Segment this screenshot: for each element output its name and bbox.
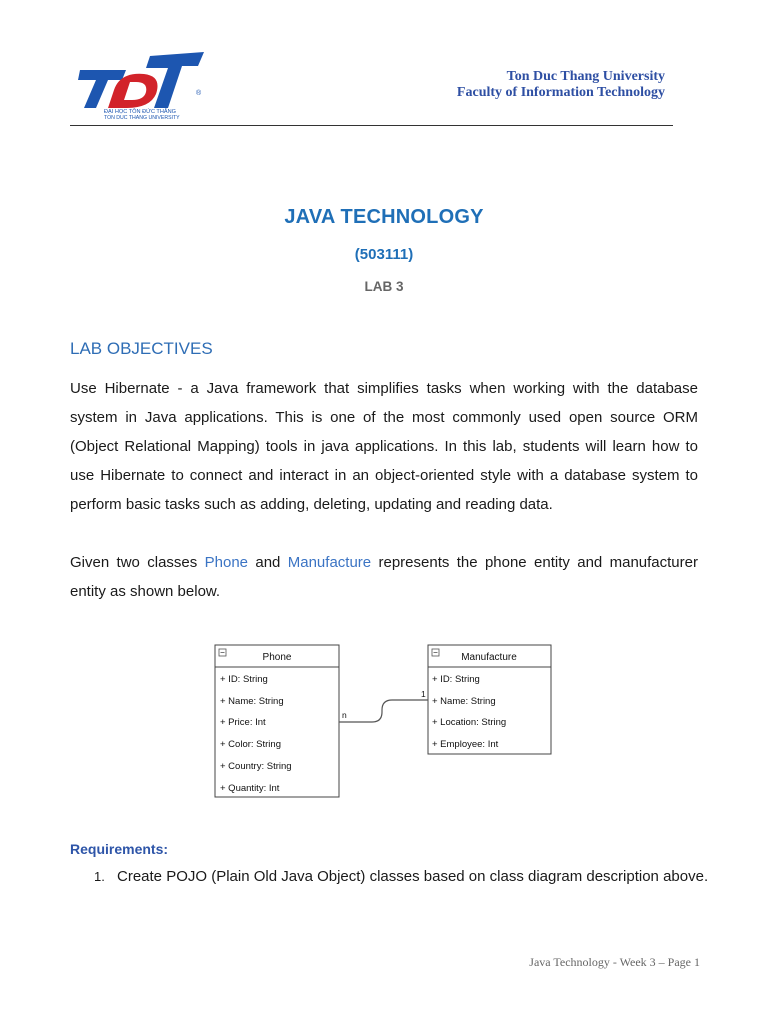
phone-attr: + Price: Int (220, 717, 266, 728)
p2-before: Given two classes (70, 554, 205, 571)
university-name: Ton Duc Thang University (506, 69, 665, 84)
phone-attr: + Color: String (220, 739, 281, 750)
page-footer: Java Technology - Week 3 – Page 1 (529, 955, 700, 969)
manufacture-attr: + Employee: Int (432, 739, 499, 750)
p2-after: represents the phone entity and manufacturer entity as shown below. (70, 554, 698, 600)
header-institution (457, 69, 665, 101)
class-name-manufacture: Manufacture (287, 554, 372, 571)
logo-sub-1: ĐẠI HỌC TÔN ĐỨC THẮNG (104, 109, 177, 115)
logo-sub-2: TON DUC THANG UNIVERSITY (104, 115, 180, 120)
multiplicity-n: n (342, 710, 347, 720)
phone-class-box (215, 645, 339, 797)
requirement-number: 1. (94, 869, 105, 884)
faculty-name: Faculty of Information Technology (456, 85, 665, 100)
multiplicity-1: 1 (421, 689, 426, 699)
manufacture-attr: + Location: String (432, 717, 507, 728)
manufacture-attr: + Name: String (432, 696, 496, 707)
section-title: LAB OBJECTIVES (70, 339, 213, 358)
phone-attr: + Name: String (220, 696, 284, 707)
manufacture-attr: + ID: String (432, 674, 480, 685)
phone-class-name: Phone (262, 652, 292, 663)
requirements-heading: Requirements: (70, 841, 169, 857)
document-title: JAVA TECHNOLOGY (284, 206, 484, 228)
lab-label: LAB 3 (364, 279, 404, 294)
requirement-text: Create POJO (Plain Old Java Object) classes based on class diagram description above. (117, 868, 709, 885)
class-name-phone: Phone (204, 554, 248, 571)
phone-attr: + ID: String (220, 674, 268, 685)
phone-attr: + Quantity: Int (220, 783, 280, 794)
objectives-paragraph: Use Hibernate - a Java framework that simplifies tasks when working with the database system in Java applications. This is one of the most commonly used open source ORM (Object Relational Mapping) tools in java applications. In this lab, students will learn how to use Hibernate to connect and interact in an object-oriented style with a database system to perform basic tasks such as adding, deleting, updating and reading data. (70, 380, 698, 513)
diagram-intro-paragraph (70, 548, 698, 606)
header-divider (70, 125, 673, 126)
course-code: (503111) (354, 246, 414, 263)
manufacture-class-name: Manufacture (461, 652, 517, 663)
phone-attr: + Country: String (220, 761, 292, 772)
svg-text:®: ® (196, 90, 202, 97)
tdt-logo (74, 50, 206, 120)
class-diagram (210, 638, 560, 804)
association-line (339, 700, 428, 722)
manufacture-class-box (428, 645, 551, 754)
requirement-item (94, 868, 708, 885)
p2-middle: and (248, 554, 288, 571)
